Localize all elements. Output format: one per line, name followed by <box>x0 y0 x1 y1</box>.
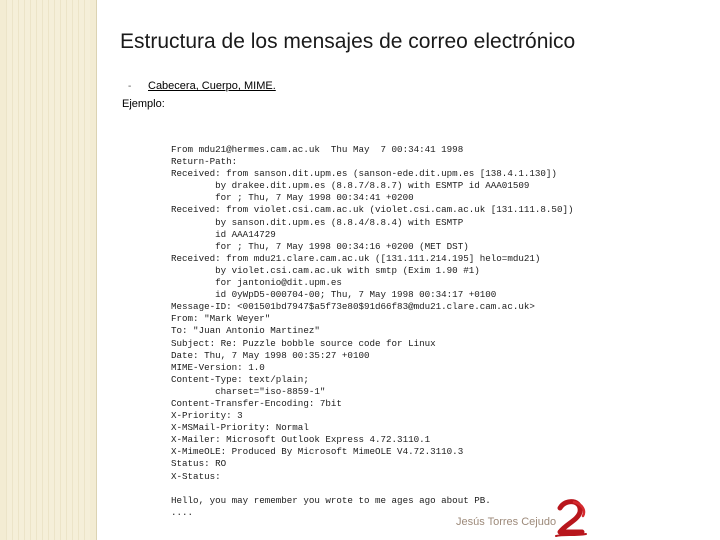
email-line: Subject: Re: Puzzle bobble source code for Linux <box>171 337 436 349</box>
email-line: X-Mailer: Microsoft Outlook Express 4.72.3110.1 <box>171 434 431 446</box>
email-line: Date: Thu, 7 May 1998 00:35:27 +0100 <box>171 349 370 361</box>
email-line: X-MimeOLE: Produced By Microsoft MimeOLE V4.72.3110.3 <box>171 446 464 458</box>
email-line: X-Priority: 3 <box>171 410 243 422</box>
decorative-side-band <box>0 0 96 540</box>
example-label: Ejemplo: <box>122 98 165 110</box>
red-swirl-logo-icon <box>552 498 590 538</box>
email-line: id 0yWpD5-000704-00; Thu, 7 May 1998 00:34:17 +0100 <box>171 289 497 301</box>
email-line: Hello, you may remember you wrote to me ages ago about PB. <box>171 494 491 506</box>
email-line: To: "Juan Antonio Martinez" <box>171 325 320 337</box>
email-line: .... <box>171 506 194 518</box>
email-line: Content-Transfer-Encoding: 7bit <box>171 397 342 409</box>
email-line: for ; Thu, 7 May 1998 00:34:16 +0200 (MET DST) <box>171 240 469 252</box>
email-line: Content-Type: text/plain; <box>171 373 309 385</box>
slide-title: Estructura de los mensajes de correo electrónico <box>120 30 576 53</box>
email-line: From: "Mark Weyer" <box>171 313 271 325</box>
email-line: Return-Path: <box>171 156 238 168</box>
email-line: id AAA14729 <box>171 228 276 240</box>
email-line: by drakee.dit.upm.es (8.8.7/8.8.7) with ESMTP id AAA01509 <box>171 180 530 192</box>
bullet-marker: - <box>128 81 132 92</box>
email-line: for jantonio@dit.upm.es <box>171 277 342 289</box>
email-line: Received: from mdu21.clare.cam.ac.uk ([131.111.214.195] helo=mdu21) <box>171 252 541 264</box>
email-line <box>171 483 591 495</box>
side-band-texture <box>6 0 90 540</box>
email-line: Status: RO <box>171 458 227 470</box>
email-line: MIME-Version: 1.0 <box>171 361 265 373</box>
email-line: Received: from violet.csi.cam.ac.uk (violet.csi.cam.ac.uk [131.111.8.50]) <box>171 204 574 216</box>
email-line: by sanson.dit.upm.es (8.8.4/8.8.4) with ESMTP <box>171 216 464 228</box>
side-divider <box>96 0 97 540</box>
email-line: X-MSMail-Priority: Normal <box>171 422 309 434</box>
email-example-block <box>171 144 591 516</box>
bullet-text: Cabecera, Cuerpo, MIME. <box>148 80 276 92</box>
email-line: X-Status: <box>171 470 221 482</box>
email-line: for ; Thu, 7 May 1998 00:34:41 +0200 <box>171 192 414 204</box>
author-credit: Jesús Torres Cejudo <box>456 516 557 528</box>
email-line: From mdu21@hermes.cam.ac.uk Thu May 7 00:34:41 1998 <box>171 144 464 155</box>
email-line: by violet.csi.cam.ac.uk with smtp (Exim 1.90 #1) <box>171 264 480 276</box>
email-line: Message-ID: <001501bd7947$a5f73e80$91d66f83@mdu21.clare.cam.ac.uk> <box>171 301 535 313</box>
bullet-item <box>128 80 276 92</box>
email-line: Received: from sanson.dit.upm.es (sanson-ede.dit.upm.es [138.4.1.130]) <box>171 168 557 180</box>
email-line: charset="iso-8859-1" <box>171 385 326 397</box>
